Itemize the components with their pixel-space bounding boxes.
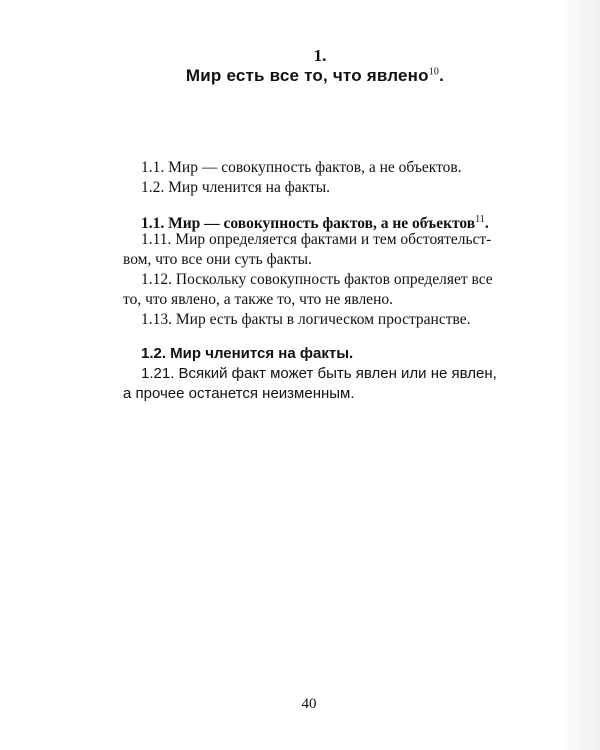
section-1-2-title: 1.2. Мир членится на факты. <box>141 345 354 362</box>
page-number: 40 <box>301 696 317 712</box>
chapter-title-text: Мир есть все то, что явлено <box>185 66 429 85</box>
paragraph-1-21-line-2: а прочее останется неизменным. <box>123 385 355 402</box>
section-1-1-title-text: 1.1. Мир — совокупность фактов, а не объектов <box>141 215 476 233</box>
section-1-1-footnote: 11 <box>475 214 485 225</box>
paragraph-1-21-line-1: 1.21. Всякий факт может быть явлен или не явлен, <box>141 365 497 382</box>
paragraph-1-12-line-2: то, что явлено, а также то, что не явлено. <box>123 291 393 308</box>
summary-line-1: 1.1. Мир — совокупность фактов, а не объектов. <box>141 159 462 176</box>
chapter-number: 1. <box>313 46 327 65</box>
section-1-1-title-end: . <box>484 215 489 233</box>
summary-line-2: 1.2. Мир членится на факты. <box>141 179 331 196</box>
chapter-title-end: . <box>439 66 445 85</box>
page-edge-shadow <box>558 0 600 750</box>
chapter-title-footnote: 10 <box>428 66 440 78</box>
paragraph-1-11-line-1: 1.11. Мир определяется фактами и тем обстоятельст- <box>141 231 492 248</box>
paragraph-1-11-line-2: вом, что все они суть факты. <box>123 251 312 268</box>
chapter-title <box>0 66 600 86</box>
paragraph-1-12-line-1: 1.12. Поскольку совокупность фактов определяет все <box>141 271 493 288</box>
paragraph-1-13-line-1: 1.13. Мир есть факты в логическом пространстве. <box>141 311 471 328</box>
